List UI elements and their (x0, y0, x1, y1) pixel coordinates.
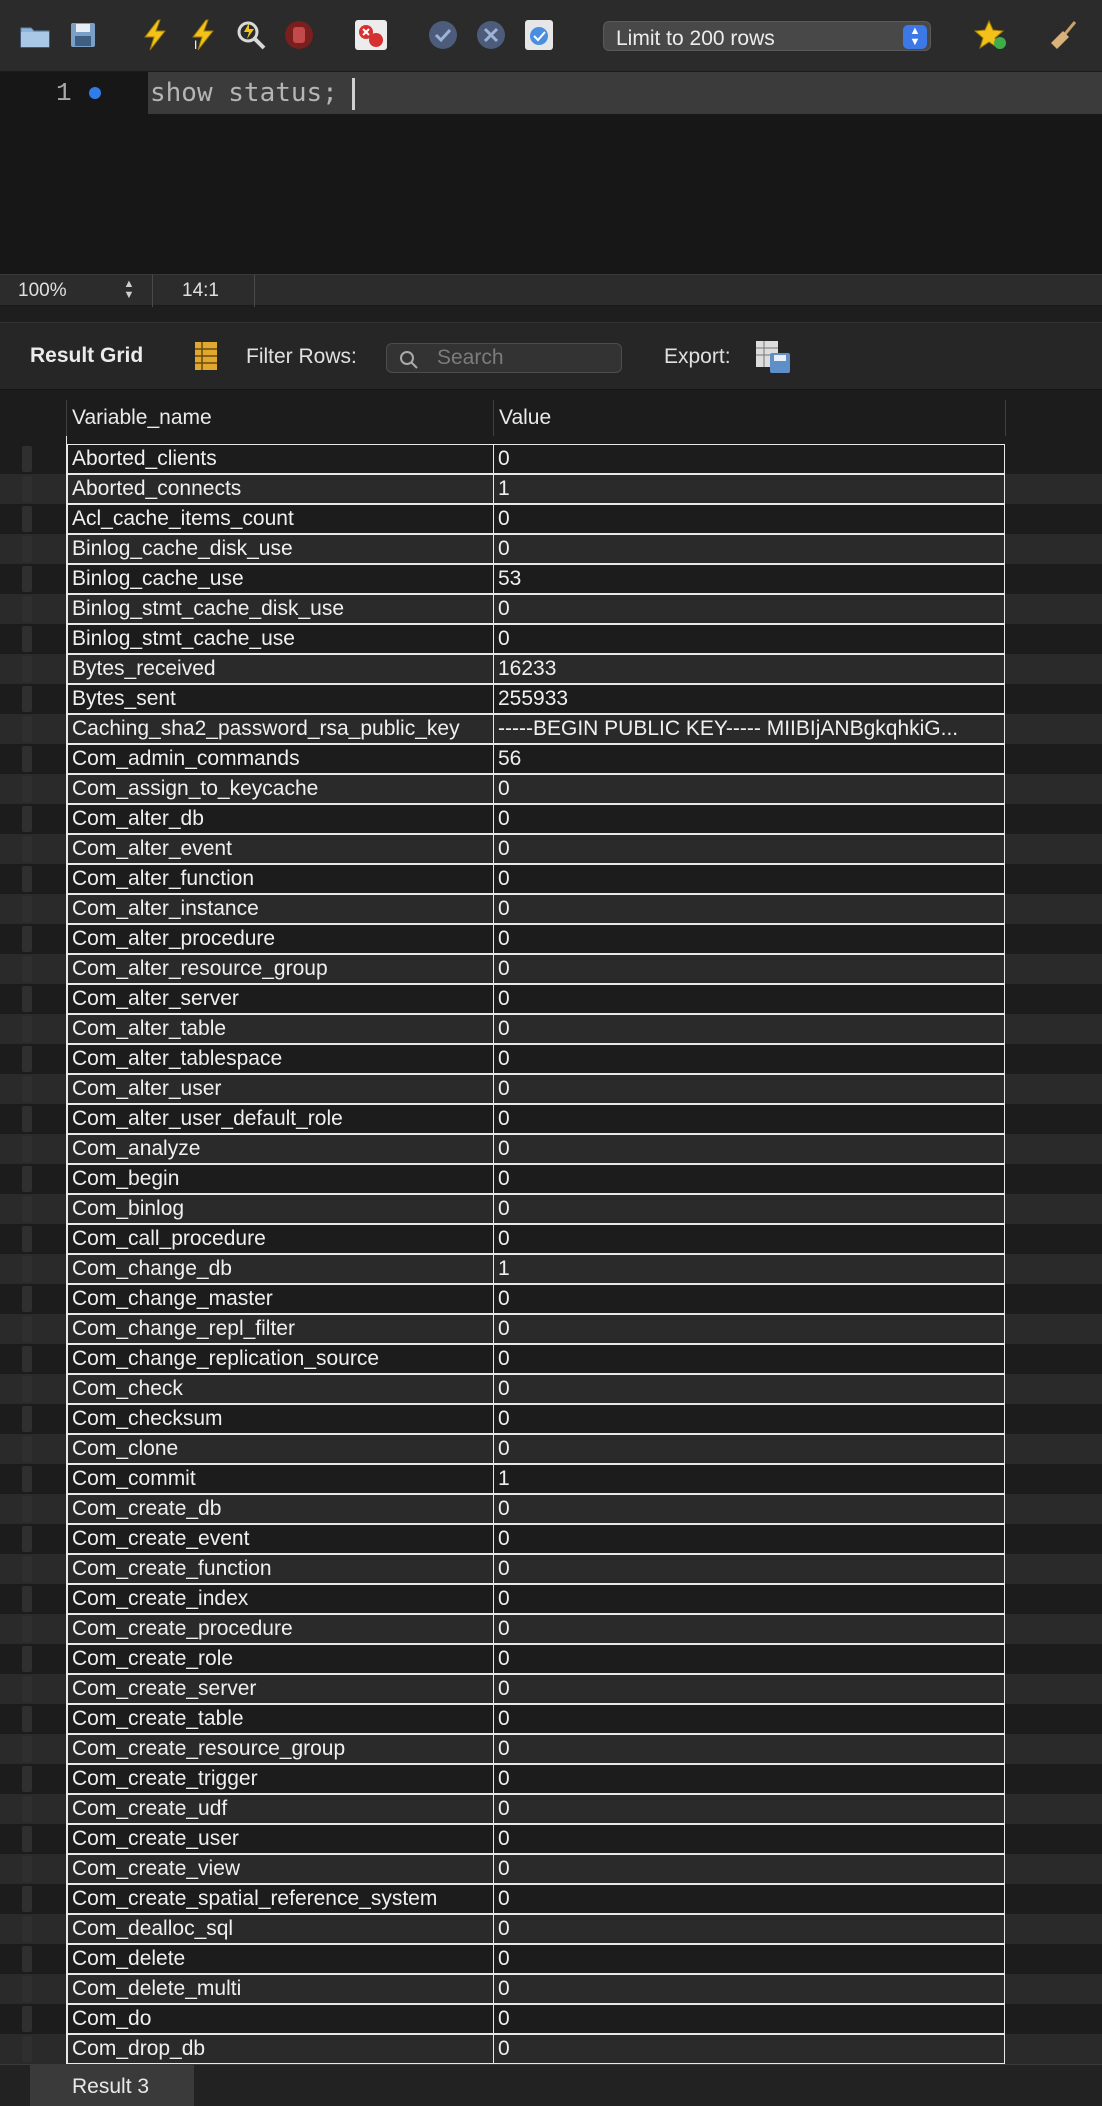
commit-icon[interactable] (426, 18, 460, 52)
cell-value[interactable]: 0 (493, 2034, 1005, 2064)
cell-variable-name[interactable]: Com_create_user (67, 1824, 493, 1854)
cell-variable-name[interactable]: Com_alter_server (67, 984, 493, 1014)
text-caret (352, 78, 355, 110)
cell-value[interactable]: 0 (493, 834, 1005, 864)
chevron-updown-icon: ▲ ▼ (903, 25, 927, 49)
table-row[interactable] (0, 624, 1102, 654)
cell-variable-name[interactable]: Com_check (67, 1374, 493, 1404)
execute-icon[interactable] (138, 18, 172, 52)
table-row[interactable] (0, 1314, 1102, 1344)
table-row[interactable] (0, 2004, 1102, 2034)
row-selector[interactable] (22, 1706, 32, 1732)
cell-variable-name[interactable]: Com_delete_multi (67, 1974, 493, 2004)
cell-value[interactable]: 0 (493, 444, 1005, 474)
row-selector[interactable] (22, 2036, 32, 2062)
cell-variable-name[interactable]: Binlog_stmt_cache_use (67, 624, 493, 654)
table-row[interactable] (0, 834, 1102, 864)
table-row[interactable] (0, 1794, 1102, 1824)
cell-value[interactable]: -----BEGIN PUBLIC KEY----- MIIBIjANBgkqhkiG... (493, 714, 1005, 744)
row-selector[interactable] (22, 1076, 32, 1102)
row-selector[interactable] (22, 1616, 32, 1642)
cell-variable-name[interactable]: Acl_cache_items_count (67, 504, 493, 534)
row-selector[interactable] (22, 1886, 32, 1912)
cell-variable-name[interactable]: Com_alter_table (67, 1014, 493, 1044)
table-row[interactable] (0, 1464, 1102, 1494)
result-grid-title[interactable]: Result Grid (30, 344, 144, 367)
row-selector[interactable] (22, 446, 32, 472)
column-header-variable-name[interactable]: Variable_name (66, 400, 493, 436)
row-selector[interactable] (22, 1796, 32, 1822)
table-row[interactable] (0, 504, 1102, 534)
table-row[interactable] (0, 1074, 1102, 1104)
row-selector[interactable] (22, 1916, 32, 1942)
row-selector[interactable] (22, 986, 32, 1012)
cell-variable-name[interactable]: Binlog_stmt_cache_disk_use (67, 594, 493, 624)
cell-value[interactable]: 0 (493, 594, 1005, 624)
row-selector[interactable] (22, 626, 32, 652)
cell-variable-name[interactable]: Com_alter_instance (67, 894, 493, 924)
cell-value[interactable]: 0 (493, 1944, 1005, 1974)
cell-variable-name[interactable]: Com_change_replication_source (67, 1344, 493, 1374)
row-selector[interactable] (22, 536, 32, 562)
table-row[interactable] (0, 774, 1102, 804)
table-row[interactable] (0, 1254, 1102, 1284)
cell-variable-name[interactable]: Com_create_procedure (67, 1614, 493, 1644)
row-selector[interactable] (22, 686, 32, 712)
table-row[interactable] (0, 444, 1102, 474)
cell-variable-name[interactable]: Binlog_cache_use (67, 564, 493, 594)
row-selector[interactable] (22, 746, 32, 772)
search-icon (399, 350, 419, 370)
cell-value[interactable]: 0 (493, 984, 1005, 1014)
sql-code[interactable]: show status; (150, 78, 338, 108)
row-selector[interactable] (22, 1586, 32, 1612)
cell-variable-name[interactable]: Com_create_function (67, 1554, 493, 1584)
cell-value[interactable]: 0 (493, 1644, 1005, 1674)
row-selector[interactable] (22, 1976, 32, 2002)
cell-value[interactable]: 0 (493, 1404, 1005, 1434)
cell-value[interactable]: 0 (493, 2004, 1005, 2034)
cell-variable-name[interactable]: Com_create_index (67, 1584, 493, 1614)
cell-value[interactable]: 1 (493, 474, 1005, 504)
column-header-empty (1005, 400, 1102, 436)
row-selector[interactable] (22, 836, 32, 862)
export-label: Export: (664, 345, 731, 368)
cell-value[interactable]: 0 (493, 1194, 1005, 1224)
row-selector[interactable] (22, 716, 32, 742)
cell-variable-name[interactable]: Com_change_repl_filter (67, 1314, 493, 1344)
cell-value[interactable]: 0 (493, 1674, 1005, 1704)
row-selector[interactable] (22, 1466, 32, 1492)
editor-status-bar (0, 274, 1102, 306)
cell-value[interactable]: 16233 (493, 654, 1005, 684)
cell-value[interactable]: 0 (493, 1074, 1005, 1104)
row-selector[interactable] (22, 1826, 32, 1852)
cell-variable-name[interactable]: Com_alter_resource_group (67, 954, 493, 984)
cell-variable-name[interactable]: Com_delete (67, 1944, 493, 1974)
row-selector[interactable] (22, 956, 32, 982)
sql-editor[interactable] (0, 72, 1102, 274)
cell-value[interactable]: 0 (493, 624, 1005, 654)
cell-variable-name[interactable]: Binlog_cache_disk_use (67, 534, 493, 564)
table-row[interactable] (0, 744, 1102, 774)
table-row[interactable] (0, 1044, 1102, 1074)
table-row[interactable] (0, 1884, 1102, 1914)
cell-value[interactable]: 1 (493, 1254, 1005, 1284)
row-selector[interactable] (22, 1676, 32, 1702)
table-row[interactable] (0, 1224, 1102, 1254)
cell-variable-name[interactable]: Com_dealloc_sql (67, 1914, 493, 1944)
cell-variable-name[interactable]: Com_analyze (67, 1134, 493, 1164)
row-selector[interactable] (22, 1136, 32, 1162)
cell-variable-name[interactable]: Bytes_sent (67, 684, 493, 714)
cell-value[interactable]: 0 (493, 1734, 1005, 1764)
table-row[interactable] (0, 1374, 1102, 1404)
cell-variable-name[interactable]: Com_assign_to_keycache (67, 774, 493, 804)
cell-variable-name[interactable]: Aborted_clients (67, 444, 493, 474)
row-selector[interactable] (22, 506, 32, 532)
row-selector[interactable] (22, 866, 32, 892)
zoom-level[interactable]: 100% (18, 280, 67, 301)
cell-variable-name[interactable]: Com_call_procedure (67, 1224, 493, 1254)
table-row[interactable] (0, 1164, 1102, 1194)
row-selector[interactable] (22, 806, 32, 832)
table-row[interactable] (0, 984, 1102, 1014)
row-selector[interactable] (22, 1286, 32, 1312)
row-selector[interactable] (22, 1196, 32, 1222)
cell-variable-name[interactable]: Com_alter_event (67, 834, 493, 864)
row-selector[interactable] (22, 1256, 32, 1282)
cell-value[interactable]: 0 (493, 1974, 1005, 2004)
cell-value[interactable]: 0 (493, 804, 1005, 834)
cell-variable-name[interactable]: Com_change_db (67, 1254, 493, 1284)
table-row[interactable] (0, 1404, 1102, 1434)
cell-value[interactable]: 0 (493, 1764, 1005, 1794)
grid-header (0, 400, 1102, 436)
svg-text:I: I (194, 38, 198, 51)
cell-value[interactable]: 0 (493, 864, 1005, 894)
cell-variable-name[interactable]: Com_create_spatial_reference_system (67, 1884, 493, 1914)
cell-variable-name[interactable]: Com_create_resource_group (67, 1734, 493, 1764)
cell-variable-name[interactable]: Com_create_udf (67, 1794, 493, 1824)
status-divider (152, 275, 153, 307)
table-row[interactable] (0, 1734, 1102, 1764)
row-selector[interactable] (22, 1766, 32, 1792)
row-selector[interactable] (22, 1436, 32, 1462)
table-row[interactable] (0, 534, 1102, 564)
row-selector[interactable] (22, 1526, 32, 1552)
export-icon[interactable] (754, 339, 792, 380)
row-selector[interactable] (22, 2006, 32, 2032)
cell-variable-name[interactable]: Com_binlog (67, 1194, 493, 1224)
table-row[interactable] (0, 864, 1102, 894)
tab-result-3[interactable]: Result 3 (30, 2065, 194, 2106)
limit-rows-select[interactable] (603, 21, 931, 51)
table-row[interactable] (0, 714, 1102, 744)
table-row[interactable] (0, 1554, 1102, 1584)
cell-variable-name[interactable]: Com_commit (67, 1464, 493, 1494)
result-grid[interactable] (0, 390, 1102, 2064)
cell-value[interactable]: 0 (493, 1224, 1005, 1254)
row-selector[interactable] (22, 776, 32, 802)
cell-value[interactable]: 0 (493, 1824, 1005, 1854)
table-row[interactable] (0, 1974, 1102, 2004)
row-selector[interactable] (22, 1376, 32, 1402)
cell-value[interactable]: 0 (493, 1374, 1005, 1404)
row-selector[interactable] (22, 656, 32, 682)
explain-icon[interactable] (234, 18, 268, 52)
table-row[interactable] (0, 894, 1102, 924)
cell-value[interactable]: 0 (493, 924, 1005, 954)
row-selector[interactable] (22, 1226, 32, 1252)
cell-value[interactable]: 0 (493, 1884, 1005, 1914)
cell-variable-name[interactable]: Com_alter_procedure (67, 924, 493, 954)
table-row[interactable] (0, 1194, 1102, 1224)
cell-value[interactable]: 0 (493, 1494, 1005, 1524)
table-row[interactable] (0, 1014, 1102, 1044)
cell-variable-name[interactable]: Com_create_event (67, 1524, 493, 1554)
cell-value[interactable]: 1 (493, 1464, 1005, 1494)
cell-value[interactable]: 0 (493, 1284, 1005, 1314)
result-tabs-bar (0, 2064, 1102, 2106)
table-row[interactable] (0, 924, 1102, 954)
cell-value[interactable]: 0 (493, 1704, 1005, 1734)
table-row[interactable] (0, 1104, 1102, 1134)
table-row[interactable] (0, 564, 1102, 594)
row-selector[interactable] (22, 1016, 32, 1042)
row-selector[interactable] (22, 566, 32, 592)
cell-value[interactable]: 0 (493, 774, 1005, 804)
row-selector[interactable] (22, 596, 32, 622)
row-selector[interactable] (22, 476, 32, 502)
cell-variable-name[interactable]: Com_alter_db (67, 804, 493, 834)
cell-value[interactable]: 0 (493, 1434, 1005, 1464)
row-selector[interactable] (22, 1346, 32, 1372)
cell-value[interactable]: 0 (493, 504, 1005, 534)
filter-rows-label: Filter Rows: (246, 345, 357, 368)
cell-variable-name[interactable]: Com_alter_tablespace (67, 1044, 493, 1074)
cell-value[interactable]: 0 (493, 1314, 1005, 1344)
row-selector[interactable] (22, 1646, 32, 1672)
table-row[interactable] (0, 474, 1102, 504)
cell-variable-name[interactable]: Com_change_master (67, 1284, 493, 1314)
cell-value[interactable]: 0 (493, 1554, 1005, 1584)
table-row[interactable] (0, 1704, 1102, 1734)
cell-value[interactable]: 0 (493, 894, 1005, 924)
cell-variable-name[interactable]: Com_begin (67, 1164, 493, 1194)
cell-value[interactable]: 0 (493, 1104, 1005, 1134)
table-row[interactable] (0, 1644, 1102, 1674)
cell-variable-name[interactable]: Com_do (67, 2004, 493, 2034)
save-icon[interactable] (66, 18, 100, 52)
execute-current-icon[interactable] (186, 18, 220, 52)
result-toolbar (0, 322, 1102, 390)
cell-variable-name[interactable]: Com_alter_function (67, 864, 493, 894)
cursor-position: 14:1 (182, 280, 219, 301)
cell-variable-name[interactable]: Com_admin_commands (67, 744, 493, 774)
filter-search-box[interactable] (386, 343, 622, 373)
cell-value[interactable]: 0 (493, 1134, 1005, 1164)
cell-value[interactable]: 0 (493, 534, 1005, 564)
cell-variable-name[interactable]: Com_checksum (67, 1404, 493, 1434)
cell-variable-name[interactable]: Bytes_received (67, 654, 493, 684)
row-selector[interactable] (22, 896, 32, 922)
cell-variable-name[interactable]: Com_create_table (67, 1704, 493, 1734)
cell-value[interactable]: 0 (493, 1014, 1005, 1044)
cell-variable-name[interactable]: Com_create_db (67, 1494, 493, 1524)
cell-value[interactable]: 255933 (493, 684, 1005, 714)
row-selector[interactable] (22, 1316, 32, 1342)
main-toolbar (0, 0, 1102, 72)
cell-variable-name[interactable]: Com_alter_user_default_role (67, 1104, 493, 1134)
cell-variable-name[interactable]: Com_alter_user (67, 1074, 493, 1104)
cell-variable-name[interactable]: Com_create_role (67, 1644, 493, 1674)
row-selector[interactable] (22, 926, 32, 952)
cell-value[interactable]: 0 (493, 1794, 1005, 1824)
beautify-broom-icon[interactable] (1046, 18, 1080, 52)
cell-value[interactable]: 0 (493, 1344, 1005, 1374)
limit-rows-label: Limit to 200 rows (616, 27, 775, 50)
stop-icon[interactable] (282, 18, 316, 52)
table-row[interactable] (0, 1494, 1102, 1524)
cell-value[interactable]: 0 (493, 1524, 1005, 1554)
table-row[interactable] (0, 684, 1102, 714)
cell-value[interactable]: 0 (493, 954, 1005, 984)
table-row[interactable] (0, 1134, 1102, 1164)
cell-value[interactable]: 0 (493, 1164, 1005, 1194)
status-divider (254, 275, 255, 307)
search-input[interactable] (437, 347, 615, 369)
row-selector[interactable] (22, 1946, 32, 1972)
cell-variable-name[interactable]: Com_create_server (67, 1674, 493, 1704)
cell-value[interactable]: 56 (493, 744, 1005, 774)
cell-value[interactable]: 0 (493, 1044, 1005, 1074)
table-row[interactable] (0, 1674, 1102, 1704)
grid-border (66, 436, 67, 2064)
table-row[interactable] (0, 1284, 1102, 1314)
line-number: 1 (56, 78, 72, 108)
row-selector[interactable] (22, 1166, 32, 1192)
autocommit-icon[interactable] (522, 18, 556, 52)
row-selector[interactable] (22, 1856, 32, 1882)
bookmark-star-icon[interactable] (974, 18, 1008, 52)
table-row[interactable] (0, 654, 1102, 684)
row-selector[interactable] (22, 1046, 32, 1072)
cell-variable-name[interactable]: Aborted_connects (67, 474, 493, 504)
table-row[interactable] (0, 804, 1102, 834)
toggle-error-icon[interactable] (354, 18, 388, 52)
row-selector[interactable] (22, 1556, 32, 1582)
row-selector[interactable] (22, 1106, 32, 1132)
cell-value[interactable]: 0 (493, 1614, 1005, 1644)
table-row[interactable] (0, 2034, 1102, 2064)
table-row[interactable] (0, 1824, 1102, 1854)
row-selector[interactable] (22, 1736, 32, 1762)
rollback-icon[interactable] (474, 18, 508, 52)
table-row[interactable] (0, 1584, 1102, 1614)
statement-marker-icon (89, 87, 101, 99)
cell-variable-name[interactable]: Com_create_trigger (67, 1764, 493, 1794)
table-row[interactable] (0, 1614, 1102, 1644)
table-row[interactable] (0, 954, 1102, 984)
cell-variable-name[interactable]: Com_create_view (67, 1854, 493, 1884)
table-row[interactable] (0, 1344, 1102, 1374)
table-row[interactable] (0, 1854, 1102, 1884)
table-row[interactable] (0, 1914, 1102, 1944)
row-selector[interactable] (22, 1406, 32, 1432)
table-row[interactable] (0, 1434, 1102, 1464)
column-header-value[interactable]: Value (493, 400, 1005, 436)
cell-variable-name[interactable]: Com_clone (67, 1434, 493, 1464)
row-selector[interactable] (22, 1496, 32, 1522)
table-row[interactable] (0, 594, 1102, 624)
table-row[interactable] (0, 1764, 1102, 1794)
cell-variable-name[interactable]: Caching_sha2_password_rsa_public_key (67, 714, 493, 744)
cell-value[interactable]: 0 (493, 1914, 1005, 1944)
open-folder-icon[interactable] (18, 18, 52, 52)
cell-value[interactable]: 0 (493, 1854, 1005, 1884)
table-row[interactable] (0, 1944, 1102, 1974)
grid-layout-icon[interactable] (194, 341, 218, 376)
table-row[interactable] (0, 1524, 1102, 1554)
cell-value[interactable]: 53 (493, 564, 1005, 594)
cell-value[interactable]: 0 (493, 1584, 1005, 1614)
zoom-stepper-icon[interactable]: ▲ ▼ (123, 278, 135, 301)
cell-variable-name[interactable]: Com_drop_db (67, 2034, 493, 2064)
